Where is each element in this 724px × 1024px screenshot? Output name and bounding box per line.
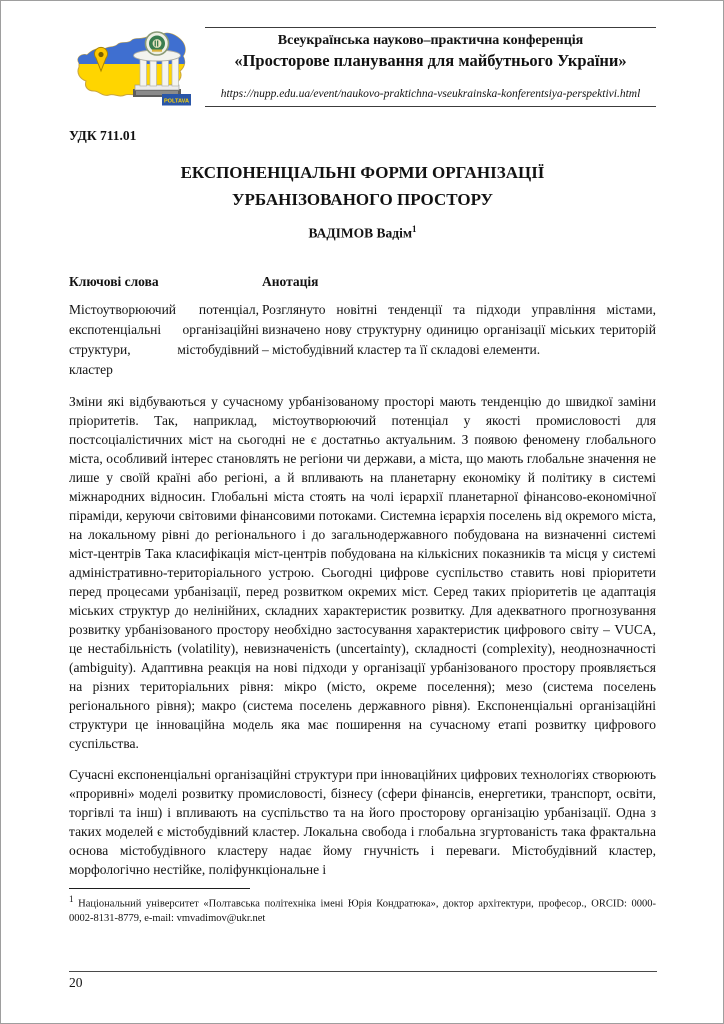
author-name: ВАДІМОВ Вадім bbox=[308, 225, 413, 241]
author-footnote-ref: 1 bbox=[412, 224, 417, 234]
conference-name: Всеукраїнська науково–практична конференція bbox=[277, 33, 584, 48]
footnote-body: Національний університет «Полтавська політехніка імені Юрія Кондратюка», доктор архітектури, професор., ORCID: 0000-0002-8131-8779, e-mail: vmvadimov@ukr.net bbox=[69, 898, 656, 924]
footnote-divider bbox=[69, 888, 250, 889]
conference-title-block bbox=[205, 27, 656, 107]
poltava-badge-label: POLTAVA bbox=[163, 98, 190, 105]
body-paragraph-2: Сучасні експоненціальні організаційні структури при інноваційних цифрових технологіях створюють «проривні» моделі розвитку промисловості, бізнесу (сфери фінансів, енергетики, транспорт, освіти, торгівлі та інш) і впливають на суспільство та на його просторову організацію урбанізації. Одна з таких моделей є містобудівний кластер. Локальна свобода і глобальна згуртованість така фрактальна основа містобудівного кластеру надає йому гнучність і переваги. Містобудівний кластер, морфологічно нестійке, поліфункціональне і bbox=[69, 766, 656, 877]
author-line bbox=[69, 220, 656, 243]
keywords-column bbox=[69, 273, 262, 380]
poltava-university-logo bbox=[69, 27, 191, 111]
footnote-block bbox=[69, 888, 656, 927]
conference-theme: «Просторове планування для майбутнього України» bbox=[234, 51, 627, 70]
conference-url-link[interactable]: https://nupp.edu.ua/event/naukovo-praktichna-vseukrainska-konferentsiya-perspektivi.html bbox=[220, 88, 641, 100]
abstract-column bbox=[262, 273, 656, 380]
abstract-text: Розглянуто новітні тенденції та підходи управління містами, визначено нову структурну одиницю організації міських територій – містобудівний кластер та її складові елементи. bbox=[262, 301, 656, 357]
poltava-badge bbox=[162, 94, 191, 106]
article-title bbox=[69, 159, 656, 213]
page-content bbox=[1, 1, 723, 926]
page-footer bbox=[69, 971, 657, 991]
footnote-ref: 1 bbox=[69, 893, 74, 904]
article-title-line1: ЕКСПОНЕНЦІАЛЬНІ ФОРМИ ОРГАНІЗАЦІЇ bbox=[180, 163, 545, 182]
keywords-abstract-table bbox=[69, 273, 656, 380]
page-number: 20 bbox=[69, 975, 83, 990]
article-title-line2: УРБАНІЗОВАНОГО ПРОСТОРУ bbox=[231, 190, 494, 209]
conference-header bbox=[69, 27, 656, 111]
keywords-text: Містоутворюючий потенціал, експотенціальні організаційні структури, містобудівний кластер bbox=[69, 301, 259, 377]
abstract-header: Анотація bbox=[262, 273, 319, 289]
udc-code: УДК 711.01 bbox=[69, 128, 137, 143]
keywords-header: Ключові слова bbox=[69, 273, 159, 289]
footnote-text bbox=[69, 892, 656, 927]
body-paragraph-1: Зміни які відбуваються у сучасному урбанізованому просторі мають тенденцію до швидкої заміни пріоритетів. Так, наприклад, містоутворюючий потенціал у якості промисловості для постсоціалістичних міст на сьогодні не є достатньо актуальним. З появою феномену глобального міста, особливий інтерес становлять не регіони чи держави, а міста, що мають глобальне значення не лише у своїй країні або регіоні, а й впливають на планетарну економіку й політику в системі міжнародних відносин. Глобальні міста стоять на чолі ієрархії планетарної фінансово-економічної піраміди, керуючи світовими фінансовими потоками. Системна ієрархія поселень від окремого міста, на локальному рівні до регіонального і до загальнодержавного побудована на визначенні системі міст-центрів Така класифікація міст-центрів побудована на кількісних показників та місця у системі адміністративно-територіального устрою. Сьогодні цифрове суспільство ставить нові пріоритети перед процесами урбанізації, перед розвитком окремих міст. Серед таких пріоритетів це адаптація міських структур до нелінійних, складних характеристик розвитку. Для адекватного прогнозування розвитку урбанізованого простору необхідно застосування характеристик цифрового світу – VUCA, це нестабільність (volatility), невизначеність (uncertainty), складності (complexity), неоднозначності (ambiguity). Адаптивна реакція на нові підходи у організації урбанізованого простору проявляється на різних територіальних рівня: мікро (місто, окреме поселення); мезо (система поселень регіонального рівня); макро (система поселень державного рівня). Експоненціальні організаційні структури це інноваційна модель яка має поширення на сучасному етапі розвитку цифрового суспільства. bbox=[69, 393, 656, 751]
ukraine-map-logo-icon bbox=[69, 27, 191, 111]
